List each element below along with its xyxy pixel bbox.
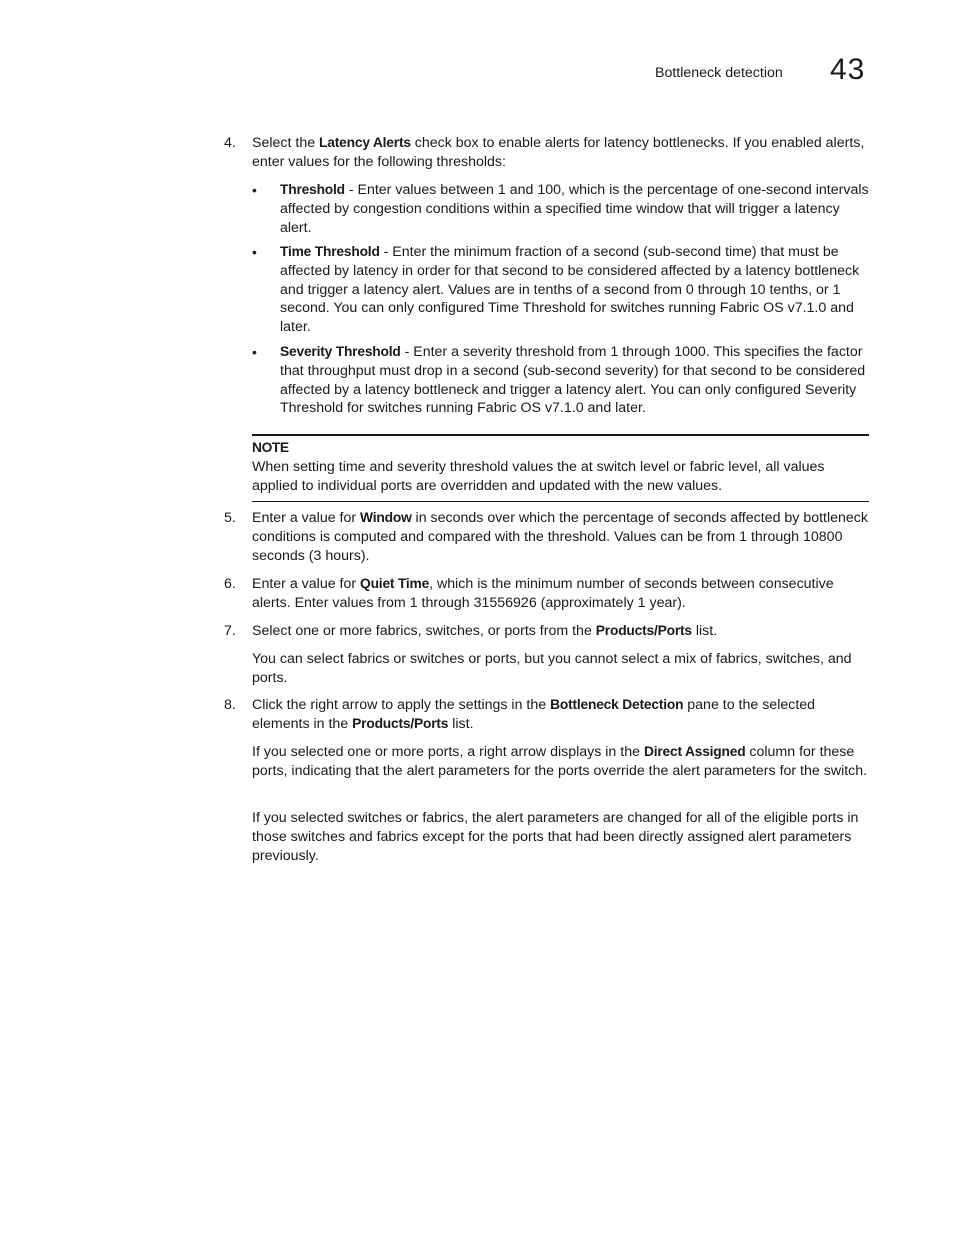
step-text bbox=[252, 134, 869, 172]
step-7-paragraph: You can select fabrics or switches or ports, but you cannot select a mix of fabrics, switches, and ports. bbox=[252, 651, 852, 686]
ui-term-window: Window bbox=[360, 510, 412, 525]
bullet-icon: • bbox=[252, 344, 257, 360]
step-8-paragraph-2: If you selected switches or fabrics, the alert parameters are changed for all of the eligible ports in those switches and fabrics except for the ports that had been directly assigned alert parameters previously. bbox=[252, 810, 859, 864]
step-6 bbox=[224, 575, 869, 613]
text-run: Enter a value for bbox=[252, 576, 361, 592]
step-text bbox=[252, 509, 869, 565]
ui-term-severity-threshold: Severity Threshold bbox=[280, 344, 401, 359]
step-7 bbox=[224, 622, 869, 641]
text-run: list. bbox=[448, 715, 474, 732]
ui-term-direct-assigned: Direct Assigned bbox=[643, 744, 746, 759]
text-run: Enter a value for bbox=[252, 510, 361, 526]
text-run: Select the bbox=[252, 135, 320, 151]
text-run: If you selected one or more ports, a right arrow displays in the bbox=[252, 744, 644, 760]
step-8 bbox=[224, 696, 869, 734]
note-label: NOTE bbox=[252, 440, 289, 455]
text-run: list. bbox=[691, 623, 718, 639]
ui-term-latency-alerts: Latency Alerts bbox=[319, 135, 411, 150]
step-text bbox=[252, 575, 869, 613]
ui-term-quiet-time: Quiet Time bbox=[360, 576, 430, 591]
text-run: - Enter a severity threshold from 1 through 1000. This specifies the factor that throughput must drop in a second (sub-second severity) for that second to be considered affected by a latency bottleneck and trigger a latency alert. You can only configured Severity Threshold for switches running Fabric OS v7.1.0 and later. bbox=[280, 344, 866, 417]
text-run: - Enter values between 1 and 100, which is the percentage of one-second intervals affected by congestion conditions within a specified time window that will trigger a latency alert. bbox=[280, 182, 869, 236]
ui-term-threshold: Threshold bbox=[280, 182, 345, 197]
step-number: 7. bbox=[224, 623, 236, 639]
text-run: pane to the selected elements in the bbox=[252, 697, 816, 732]
step-text bbox=[252, 622, 869, 641]
note-box bbox=[252, 434, 869, 502]
ui-term-products-ports: Products/Ports bbox=[595, 623, 692, 638]
text-run: column for these ports, indicating that the alert parameters for the ports override the alert parameters for the switch. bbox=[252, 744, 868, 779]
step-number: 8. bbox=[224, 697, 236, 713]
step-number: 5. bbox=[224, 510, 236, 526]
step-8-paragraph-1 bbox=[252, 743, 869, 781]
bullet-item-threshold bbox=[252, 181, 869, 237]
bullet-item-time-threshold bbox=[252, 243, 869, 337]
text-run: in seconds over which the percentage of seconds affected by bottleneck conditions is computed and compared with the threshold. Values can be from 1 through 10800 seconds (3 hours). bbox=[252, 510, 868, 564]
step-text bbox=[252, 696, 869, 734]
ui-term-products-ports: Products/Ports bbox=[352, 715, 449, 731]
bullet-icon: • bbox=[252, 244, 257, 260]
ui-term-time-threshold: Time Threshold bbox=[280, 244, 380, 259]
chapter-number: 43 bbox=[830, 53, 866, 86]
step-4 bbox=[224, 134, 869, 172]
text-run: - Enter the minimum fraction of a second (sub-second time) that must be affected by latency in order for that second to be considered affected by a latency bottleneck and trigger a latency alert. Values are in tenths of a second from 0 through 10 tenths, or 1 second. You can only configured Time Threshold for switches running Fabric OS v7.1.0 and later. bbox=[280, 244, 860, 336]
text-run: , which is the minimum number of seconds between consecutive alerts. Enter values from 1 through 31556926 (approximately 1 year). bbox=[252, 576, 834, 611]
step-number: 4. bbox=[224, 135, 236, 151]
step-number: 6. bbox=[224, 576, 236, 592]
note-text: When setting time and severity threshold values the at switch level or fabric level, all values applied to individual ports are overridden and updated with the new values. bbox=[252, 458, 825, 494]
text-run: Select one or more fabrics, switches, or ports from the bbox=[252, 623, 596, 639]
bullet-item-severity-threshold bbox=[252, 343, 869, 418]
text-run: Click the right arrow to apply the settings in the bbox=[252, 697, 551, 713]
text-run: check box to enable alerts for latency bottlenecks. If you enabled alerts, enter values for the following thresholds: bbox=[252, 135, 865, 170]
running-header-title: Bottleneck detection bbox=[655, 65, 783, 81]
bullet-icon: • bbox=[252, 182, 257, 198]
step-5 bbox=[224, 509, 869, 565]
ui-term-bottleneck-detection: Bottleneck Detection bbox=[550, 697, 684, 712]
